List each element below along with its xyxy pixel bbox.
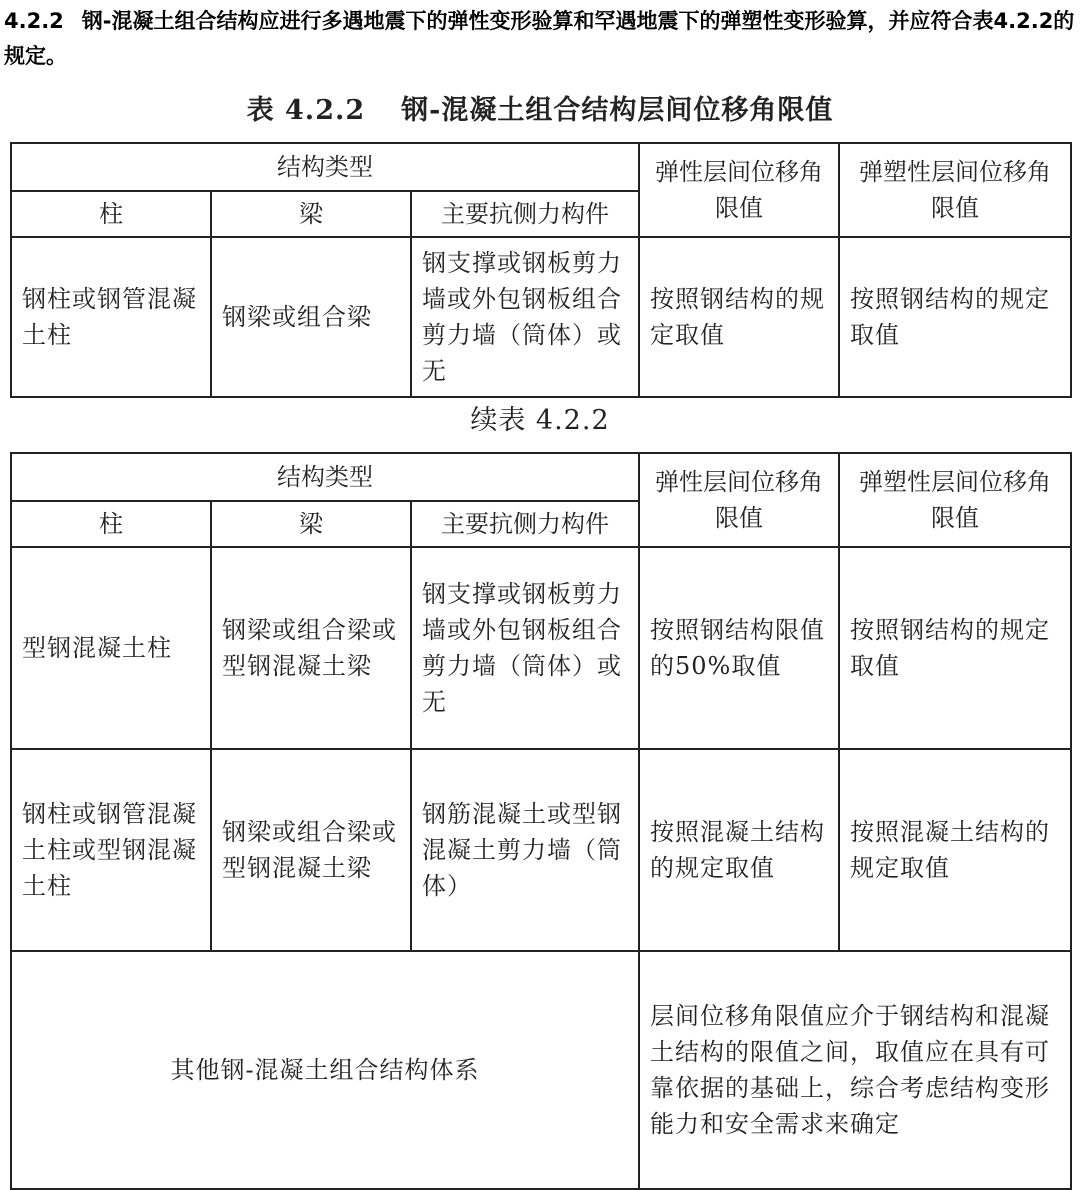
header-structure-type: 结构类型 bbox=[11, 453, 639, 501]
cell-beam: 钢梁或组合梁或型钢混凝土梁 bbox=[211, 547, 411, 749]
cell-other-systems: 其他钢-混凝土组合结构体系 bbox=[11, 951, 639, 1189]
header-beam: 梁 bbox=[211, 191, 411, 237]
table-row bbox=[11, 749, 1071, 951]
cell-elastic-limit: 按照混凝土结构的规定取值 bbox=[639, 749, 839, 951]
clause-number: 4.2.2 bbox=[4, 9, 64, 33]
cell-elastoplastic-limit: 按照混凝土结构的规定取值 bbox=[839, 749, 1071, 951]
clause-text: 钢-混凝土组合结构应进行多遇地震下的弹性变形验算和罕遇地震下的弹塑性变形验算，并应符合表4.2.2的规定。 bbox=[4, 9, 1075, 68]
header-elastic-limit: 弹性层间位移角限值 bbox=[639, 453, 839, 547]
drift-limit-table-continued bbox=[10, 452, 1072, 1190]
cell-lateral-members: 钢筋混凝土或型钢混凝土剪力墙（筒体） bbox=[411, 749, 639, 951]
continued-table-caption: 续表 4.2.2 bbox=[470, 405, 610, 436]
header-structure-type: 结构类型 bbox=[11, 143, 639, 191]
header-column: 柱 bbox=[11, 191, 211, 237]
table-row-other-systems bbox=[11, 951, 1071, 1189]
table-caption-number: 表 4.2.2 bbox=[246, 95, 366, 126]
cell-elastic-limit: 按照钢结构的规定取值 bbox=[639, 237, 839, 397]
table-row bbox=[11, 237, 1071, 397]
cell-lateral-members: 钢支撑或钢板剪力墙或外包钢板组合剪力墙（筒体）或无 bbox=[411, 237, 639, 397]
cell-column: 钢柱或钢管混凝土柱或型钢混凝土柱 bbox=[11, 749, 211, 951]
header-column: 柱 bbox=[11, 501, 211, 547]
header-beam: 梁 bbox=[211, 501, 411, 547]
drift-limit-table bbox=[10, 142, 1072, 398]
header-elastic-limit: 弹性层间位移角限值 bbox=[639, 143, 839, 237]
cell-beam: 钢梁或组合梁 bbox=[211, 237, 411, 397]
cell-elastoplastic-limit: 按照钢结构的规定取值 bbox=[839, 237, 1071, 397]
header-lateral-members: 主要抗侧力构件 bbox=[411, 501, 639, 547]
cell-lateral-members: 钢支撑或钢板剪力墙或外包钢板组合剪力墙（筒体）或无 bbox=[411, 547, 639, 749]
header-lateral-members: 主要抗侧力构件 bbox=[411, 191, 639, 237]
clause-paragraph bbox=[4, 4, 1076, 74]
cell-column: 型钢混凝土柱 bbox=[11, 547, 211, 749]
header-elastoplastic-limit: 弹塑性层间位移角限值 bbox=[839, 453, 1071, 547]
table-caption bbox=[0, 88, 1080, 127]
cell-elastic-limit: 按照钢结构限值的50%取值 bbox=[639, 547, 839, 749]
cell-elastoplastic-limit: 按照钢结构的规定取值 bbox=[839, 547, 1071, 749]
header-elastoplastic-limit: 弹塑性层间位移角限值 bbox=[839, 143, 1071, 237]
cell-beam: 钢梁或组合梁或型钢混凝土梁 bbox=[211, 749, 411, 951]
table-caption-title: 钢-混凝土组合结构层间位移角限值 bbox=[401, 95, 834, 126]
cell-other-systems-limit: 层间位移角限值应介于钢结构和混凝土结构的限值之间，取值应在具有可靠依据的基础上，综合考虑结构变形能力和安全需求来确定 bbox=[639, 951, 1071, 1189]
cell-column: 钢柱或钢管混凝土柱 bbox=[11, 237, 211, 397]
table-row bbox=[11, 547, 1071, 749]
